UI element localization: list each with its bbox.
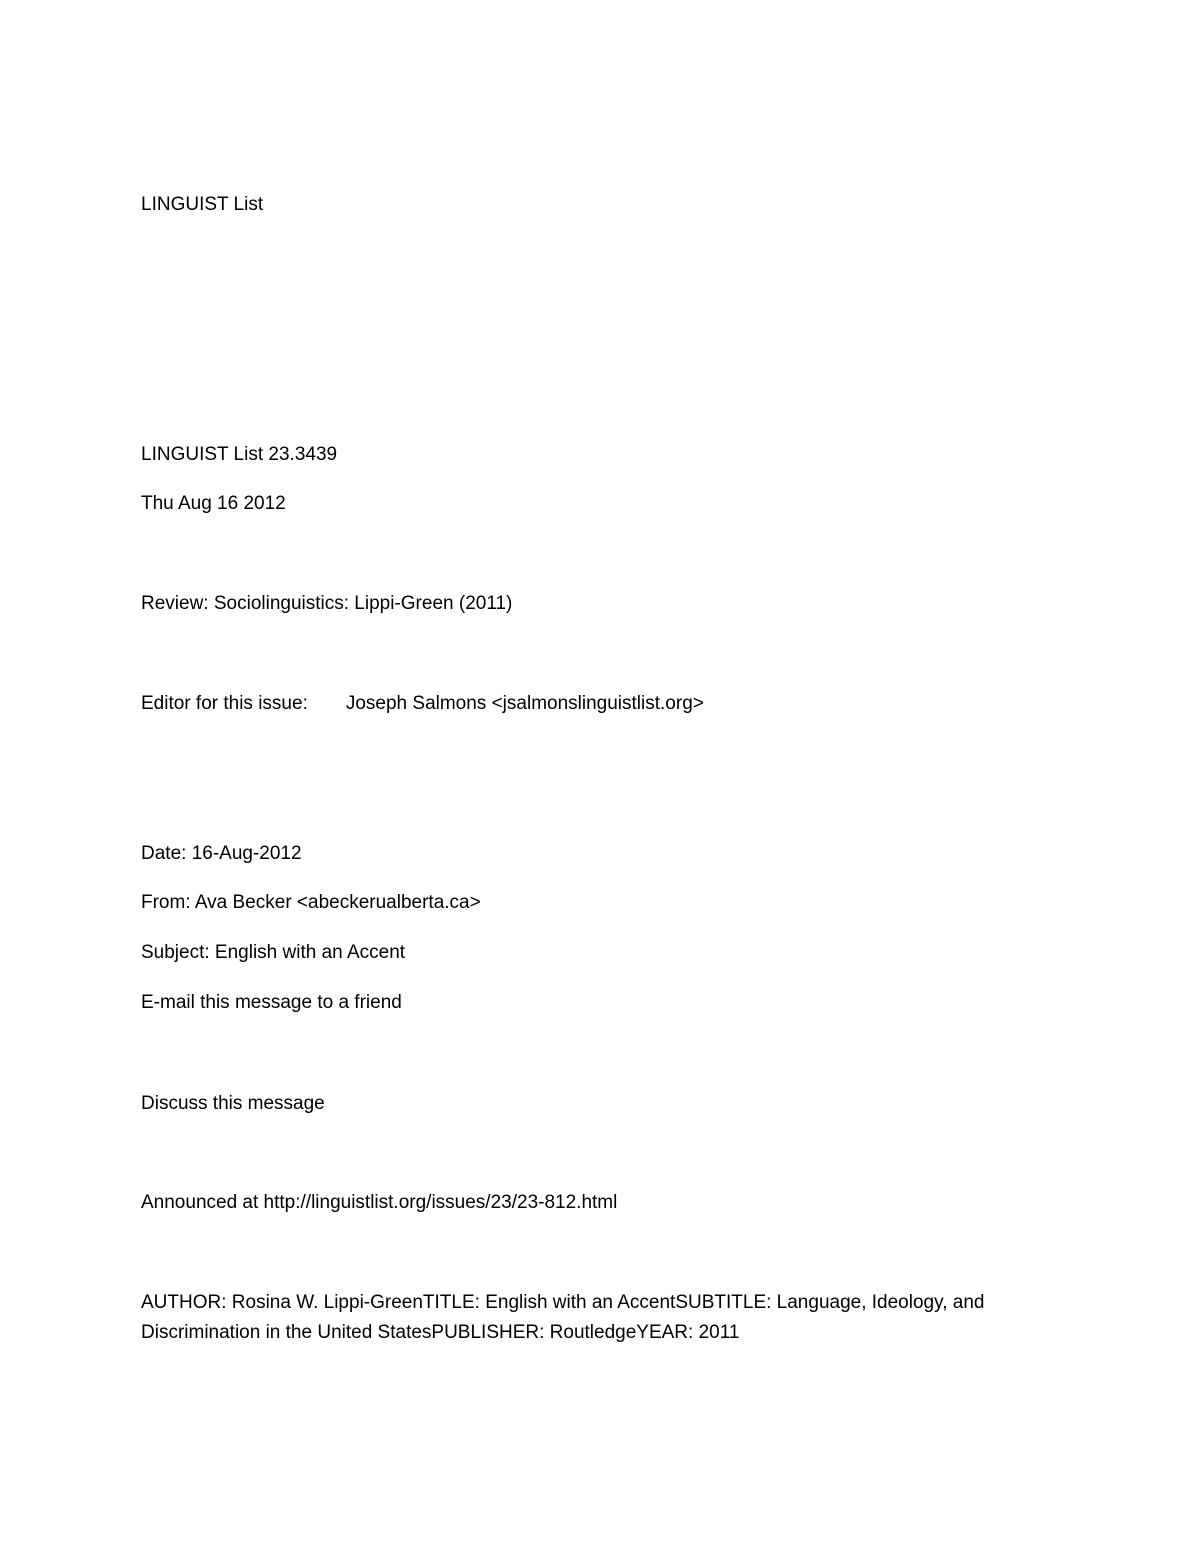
- email-message-link[interactable]: E-mail this message to a friend: [141, 992, 402, 1013]
- editor-value: Joseph Salmons <jsalmonslinguistlist.org>: [345, 693, 704, 714]
- editor-label: Editor for this issue:: [141, 693, 308, 714]
- book-info-line-2: Discrimination in the United StatesPUBLISHER: RoutledgeYEAR: 2011: [141, 1322, 740, 1343]
- editor-line: [141, 689, 704, 719]
- review-title: Review: Sociolinguistics: Lippi-Green (2011): [141, 593, 513, 614]
- issue-date: Thu Aug 16 2012: [141, 493, 286, 514]
- book-info-line-1: AUTHOR: Rosina W. Lippi-GreenTITLE: English with an AccentSUBTITLE: Language, Ideology, and: [141, 1292, 985, 1313]
- site-title: LINGUIST List: [141, 194, 264, 215]
- announced-line: Announced at http://linguistlist.org/issues/23/23-812.html: [141, 1192, 618, 1213]
- discuss-message-link[interactable]: Discuss this message: [141, 1093, 325, 1114]
- message-from: From: Ava Becker <abeckerualberta.ca>: [141, 892, 481, 913]
- message-subject: Subject: English with an Accent: [141, 942, 406, 963]
- message-date: Date: 16-Aug-2012: [141, 843, 302, 864]
- issue-number: LINGUIST List 23.3439: [141, 444, 338, 465]
